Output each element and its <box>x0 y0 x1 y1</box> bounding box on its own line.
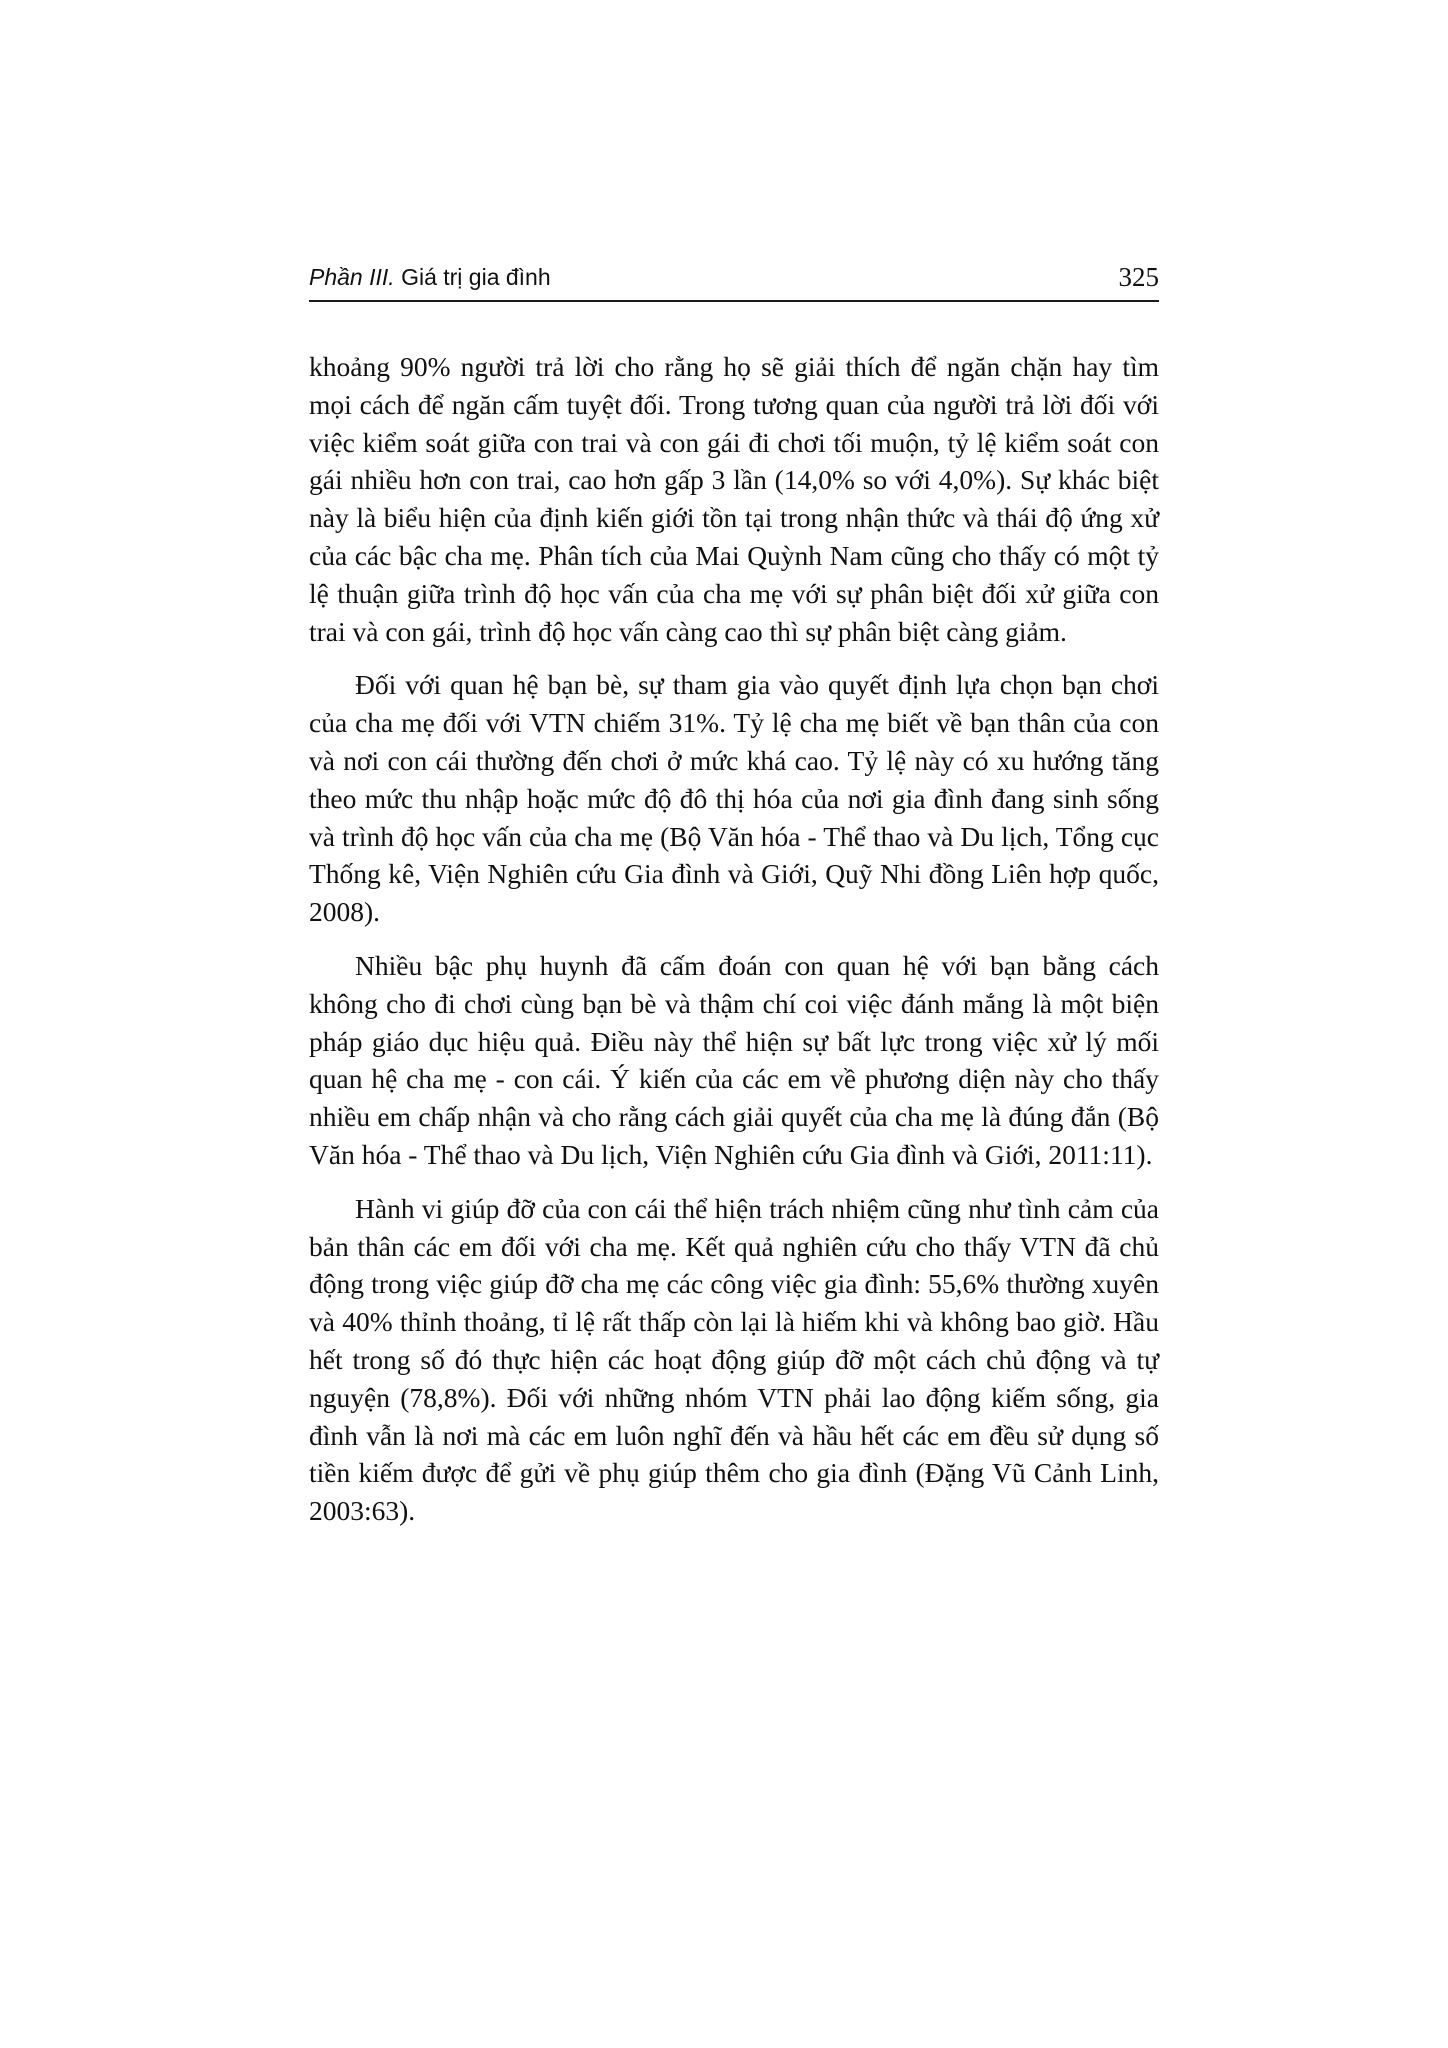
header-section-name: Giá trị gia đình <box>401 264 551 290</box>
running-header <box>309 264 1159 302</box>
paragraph-parental-restriction: Nhiều bậc phụ huynh đã cấm đoán con quan hệ với bạn bằng cách không cho đi chơi cùng bạn bè và thậm chí coi việc đánh mắng là một biện pháp giáo dục hiệu quả. Điều này thể hiện sự bất lực trong việc xử lý mối quan hệ cha mẹ - con cái. Ý kiến của các em về phương diện này cho thấy nhiều em chấp nhận và cho rằng cách giải quyết của cha mẹ là đúng đắn (Bộ Văn hóa - Thể thao và Du lịch, Viện Nghiên cứu Gia đình và Giới, 2011:11). <box>309 949 1159 1170</box>
header-section-title <box>309 264 551 291</box>
page-number: 325 <box>1118 262 1159 292</box>
paragraph-continued: khoảng 90% người trả lời cho rằng họ sẽ giải thích để ngăn chặn hay tìm mọi cách để ngăn cấm tuyệt đối. Trong tương quan của người trả lời đối với việc kiểm soát giữa con trai và con gái đi chơi tối muộn, tỷ lệ kiểm soát con gái nhiều hơn con trai, cao hơn gấp 3 lần (14,0% so với 4,0%). Sự khác biệt này là biểu hiện của định kiến giới tồn tại trong nhận thức và thái độ ứng xử của các bậc cha mẹ. Phân tích của Mai Quỳnh Nam cũng cho thấy có một tỷ lệ thuận giữa trình độ học vấn của cha mẹ với sự phân biệt đối xử giữa con trai và con gái, trình độ học vấn càng cao thì sự phân biệt càng giảm. <box>309 351 1159 647</box>
header-part-label: Phần III. <box>309 264 395 290</box>
paragraph-friendship: Đối với quan hệ bạn bè, sự tham gia vào quyết định lựa chọn bạn chơi của cha mẹ đối với VTN chiếm 31%. Tỷ lệ cha mẹ biết về bạn thân của con và nơi con cái thường đến chơi ở mức khá cao. Tỷ lệ này có xu hướng tăng theo mức thu nhập hoặc mức độ đô thị hóa của nơi gia đình đang sinh sống và trình độ học vấn của cha mẹ (Bộ Văn hóa - Thể thao và Du lịch, Tổng cục Thống kê, Viện Nghiên cứu Gia đình và Giới, Quỹ Nhi đồng Liên hợp quốc, 2008). <box>309 669 1159 928</box>
body-text <box>309 348 1159 1546</box>
paragraph-helping-behavior: Hành vi giúp đỡ của con cái thể hiện trách nhiệm cũng như tình cảm của bản thân các em đối với cha mẹ. Kết quả nghiên cứu cho thấy VTN đã chủ động trong việc giúp đỡ cha mẹ các công việc gia đình: 55,6% thường xuyên và 40% thỉnh thoảng, tỉ lệ rất thấp còn lại là hiếm khi và không bao giờ. Hầu hết trong số đó thực hiện các hoạt động giúp đỡ một cách chủ động và tự nguyện (78,8%). Đối với những nhóm VTN phải lao động kiếm sống, gia đình vẫn là nơi mà các em luôn nghĩ đến và hầu hết các em đều sử dụng số tiền kiếm được để gửi về phụ giúp thêm cho gia đình (Đặng Vũ Cảnh Linh, 2003:63). <box>309 1192 1159 1527</box>
